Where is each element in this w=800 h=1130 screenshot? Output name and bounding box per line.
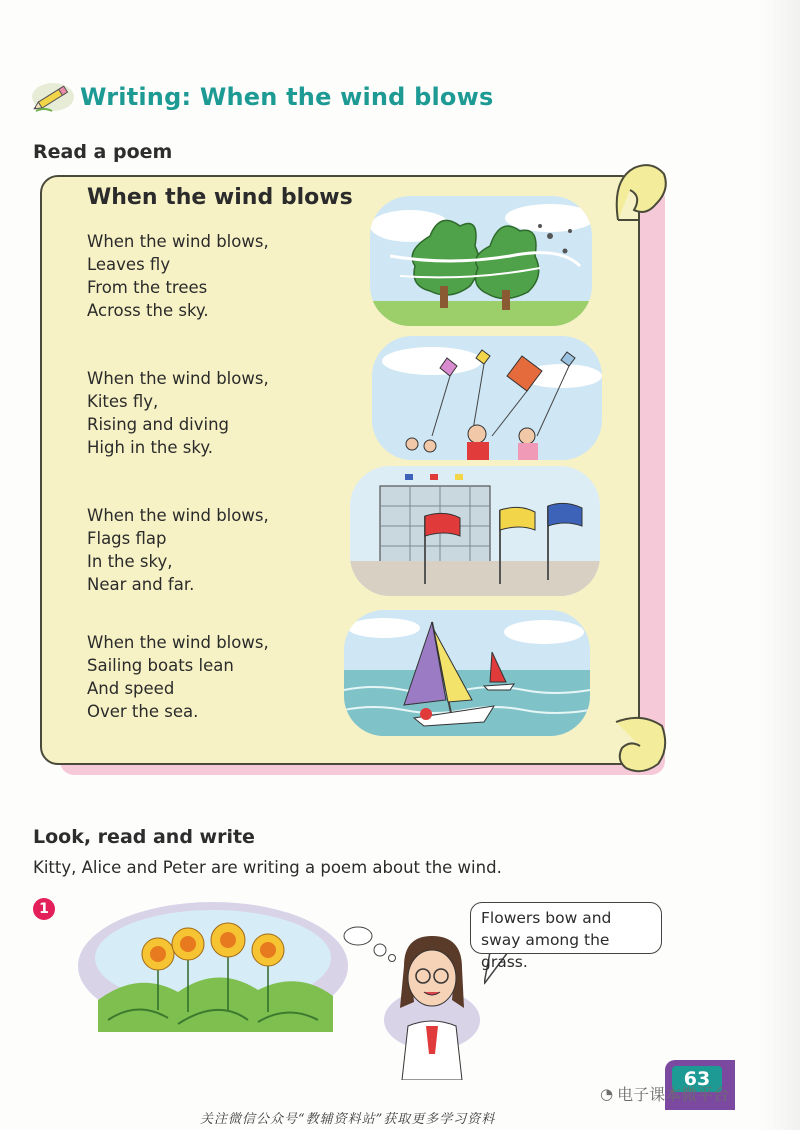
poem-line: Leaves fly — [87, 255, 171, 274]
poem-line: Across the sky. — [87, 301, 209, 320]
poem-line: Near and far. — [87, 575, 195, 594]
poem-line: Kites fly, — [87, 392, 159, 411]
girl-character-illustration — [382, 930, 482, 1080]
stanza-3 — [87, 504, 269, 596]
scroll-roll-bottom — [612, 712, 670, 782]
poem-line: Sailing boats lean — [87, 656, 234, 675]
stanza-1 — [87, 230, 269, 322]
item-number-badge: 1 — [33, 898, 55, 920]
speech-bubble: Flowers bow and sway among the grass. — [470, 902, 662, 954]
kites-illustration — [372, 336, 602, 460]
poem-line: From the trees — [87, 278, 208, 297]
poem-line: When the wind blows, — [87, 232, 269, 251]
poem-line: Rising and diving — [87, 415, 230, 434]
pencil-icon — [30, 77, 78, 117]
poem-title: When the wind blows — [87, 185, 353, 210]
read-a-poem-heading: Read a poem — [33, 141, 173, 163]
section-header — [30, 72, 493, 122]
watermark-text: 电子课本微平台 — [617, 1085, 730, 1104]
poem-line: And speed — [87, 679, 175, 698]
flags-illustration — [350, 466, 600, 596]
trees-wind-illustration — [370, 196, 592, 326]
look-read-write-heading: Look, read and write — [33, 826, 255, 848]
stanza-4 — [87, 631, 269, 723]
page-title: Writing: When the wind blows — [80, 83, 494, 111]
stanza-2 — [87, 367, 269, 459]
poem-line: When the wind blows, — [87, 506, 269, 525]
poem-line: Over the sea. — [87, 702, 199, 721]
poem-line: Flags flap — [87, 529, 167, 548]
watermark — [600, 1082, 729, 1105]
footer-note: 关注微信公众号“教辅资料站”获取更多学习资料 — [200, 1112, 496, 1127]
poem-line: When the wind blows, — [87, 369, 269, 388]
page-number: 63 — [672, 1066, 722, 1092]
poem-line: In the sky, — [87, 552, 173, 571]
sailing-boat-illustration — [344, 610, 590, 736]
sunflower-field-illustration — [78, 900, 348, 1032]
wechat-icon: ◔ — [600, 1084, 614, 1103]
intro-text: Kitty, Alice and Peter are writing a poem about the wind. — [33, 858, 502, 877]
poem-line: When the wind blows, — [87, 633, 269, 652]
page-edge — [760, 0, 800, 1130]
scroll-roll-top — [612, 160, 670, 230]
poem-line: High in the sky. — [87, 438, 213, 457]
